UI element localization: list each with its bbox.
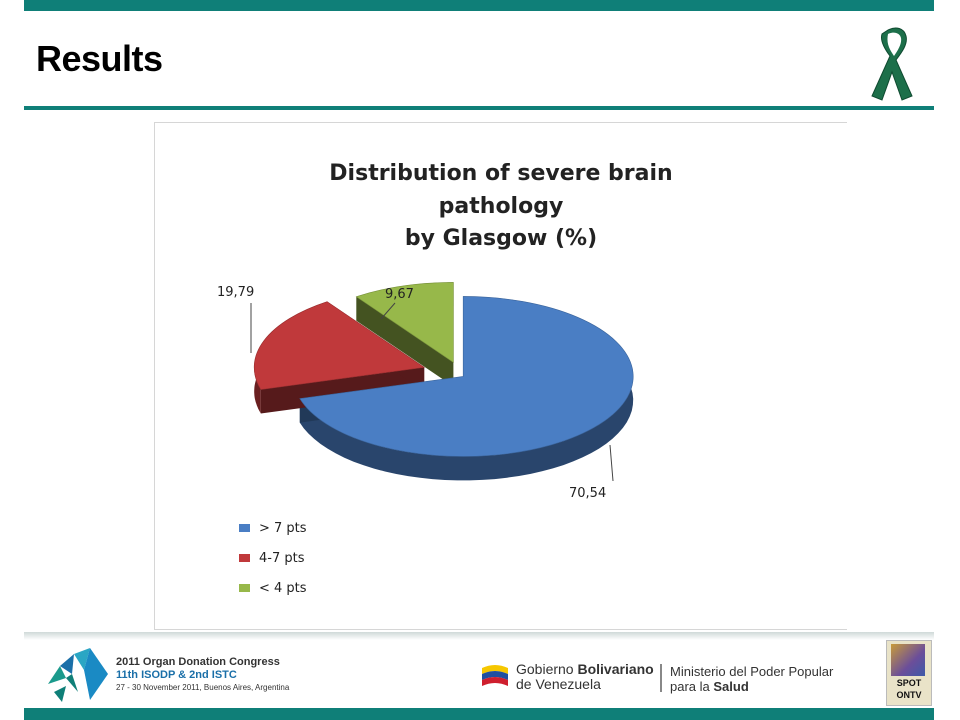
spot-logo-image [891,644,925,676]
bolivariano-word: Bolivariano [577,661,654,677]
chart-area [154,122,847,630]
legend-item-4to7 [239,543,307,573]
chart-title-line-2: pathology [438,194,564,219]
title-rule [24,106,934,110]
congress-dates: 27 - 30 November 2011, Buenos Aires, Argentina [116,683,290,692]
top-accent-bar [24,0,934,11]
ministry-line-1: Ministerio del Poder Popular [670,664,834,679]
spot-logo [886,640,932,706]
data-label-lt4: 9,67 [385,287,414,302]
legend-item-gt7 [239,513,307,543]
slide-title: Results [36,38,163,79]
spot-logo-line-2: ONTV [896,690,922,700]
legend-swatch-lt4 [239,584,250,592]
legend-swatch-gt7 [239,524,250,532]
congress-text [116,656,289,694]
data-label-4to7: 19,79 [217,285,255,300]
chart-title-line-1: Distribution of severe brain [329,161,673,186]
government-word: Gobierno [516,661,578,677]
government-line-1 [516,662,654,677]
congress-name: 2011 Organ Donation Congress [116,656,280,668]
ministry-salud: Salud [713,679,749,694]
legend-label-lt4: < 4 pts [259,580,307,596]
spot-logo-line-1: SPOT [896,678,922,688]
ministry-line-2 [670,679,833,694]
ministry-para-la: para la [670,679,714,694]
legend-swatch-4to7 [239,554,250,562]
leader-line-slice-gt7 [610,445,613,481]
bottom-accent-bar [24,708,934,720]
legend-item-lt4 [239,573,307,603]
ministry-text [670,664,833,694]
data-label-gt7: 70,54 [569,486,607,501]
footer-divider [660,664,662,692]
congress-subtitle: 11th ISODP & 2nd ISTC [116,669,237,681]
spot-logo-text [889,677,929,701]
government-line-2: de Venezuela [516,676,601,692]
legend-label-gt7: > 7 pts [259,520,307,536]
chart-legend [239,513,307,603]
legend-label-4to7: 4-7 pts [259,550,305,566]
footer-rule [24,632,934,640]
green-ribbon-icon [866,26,922,102]
congress-logo-icon [44,644,112,704]
government-text [516,662,654,692]
venezuela-flag-icon [480,660,510,690]
chart-title-line-3: by Glasgow (%) [404,226,598,251]
